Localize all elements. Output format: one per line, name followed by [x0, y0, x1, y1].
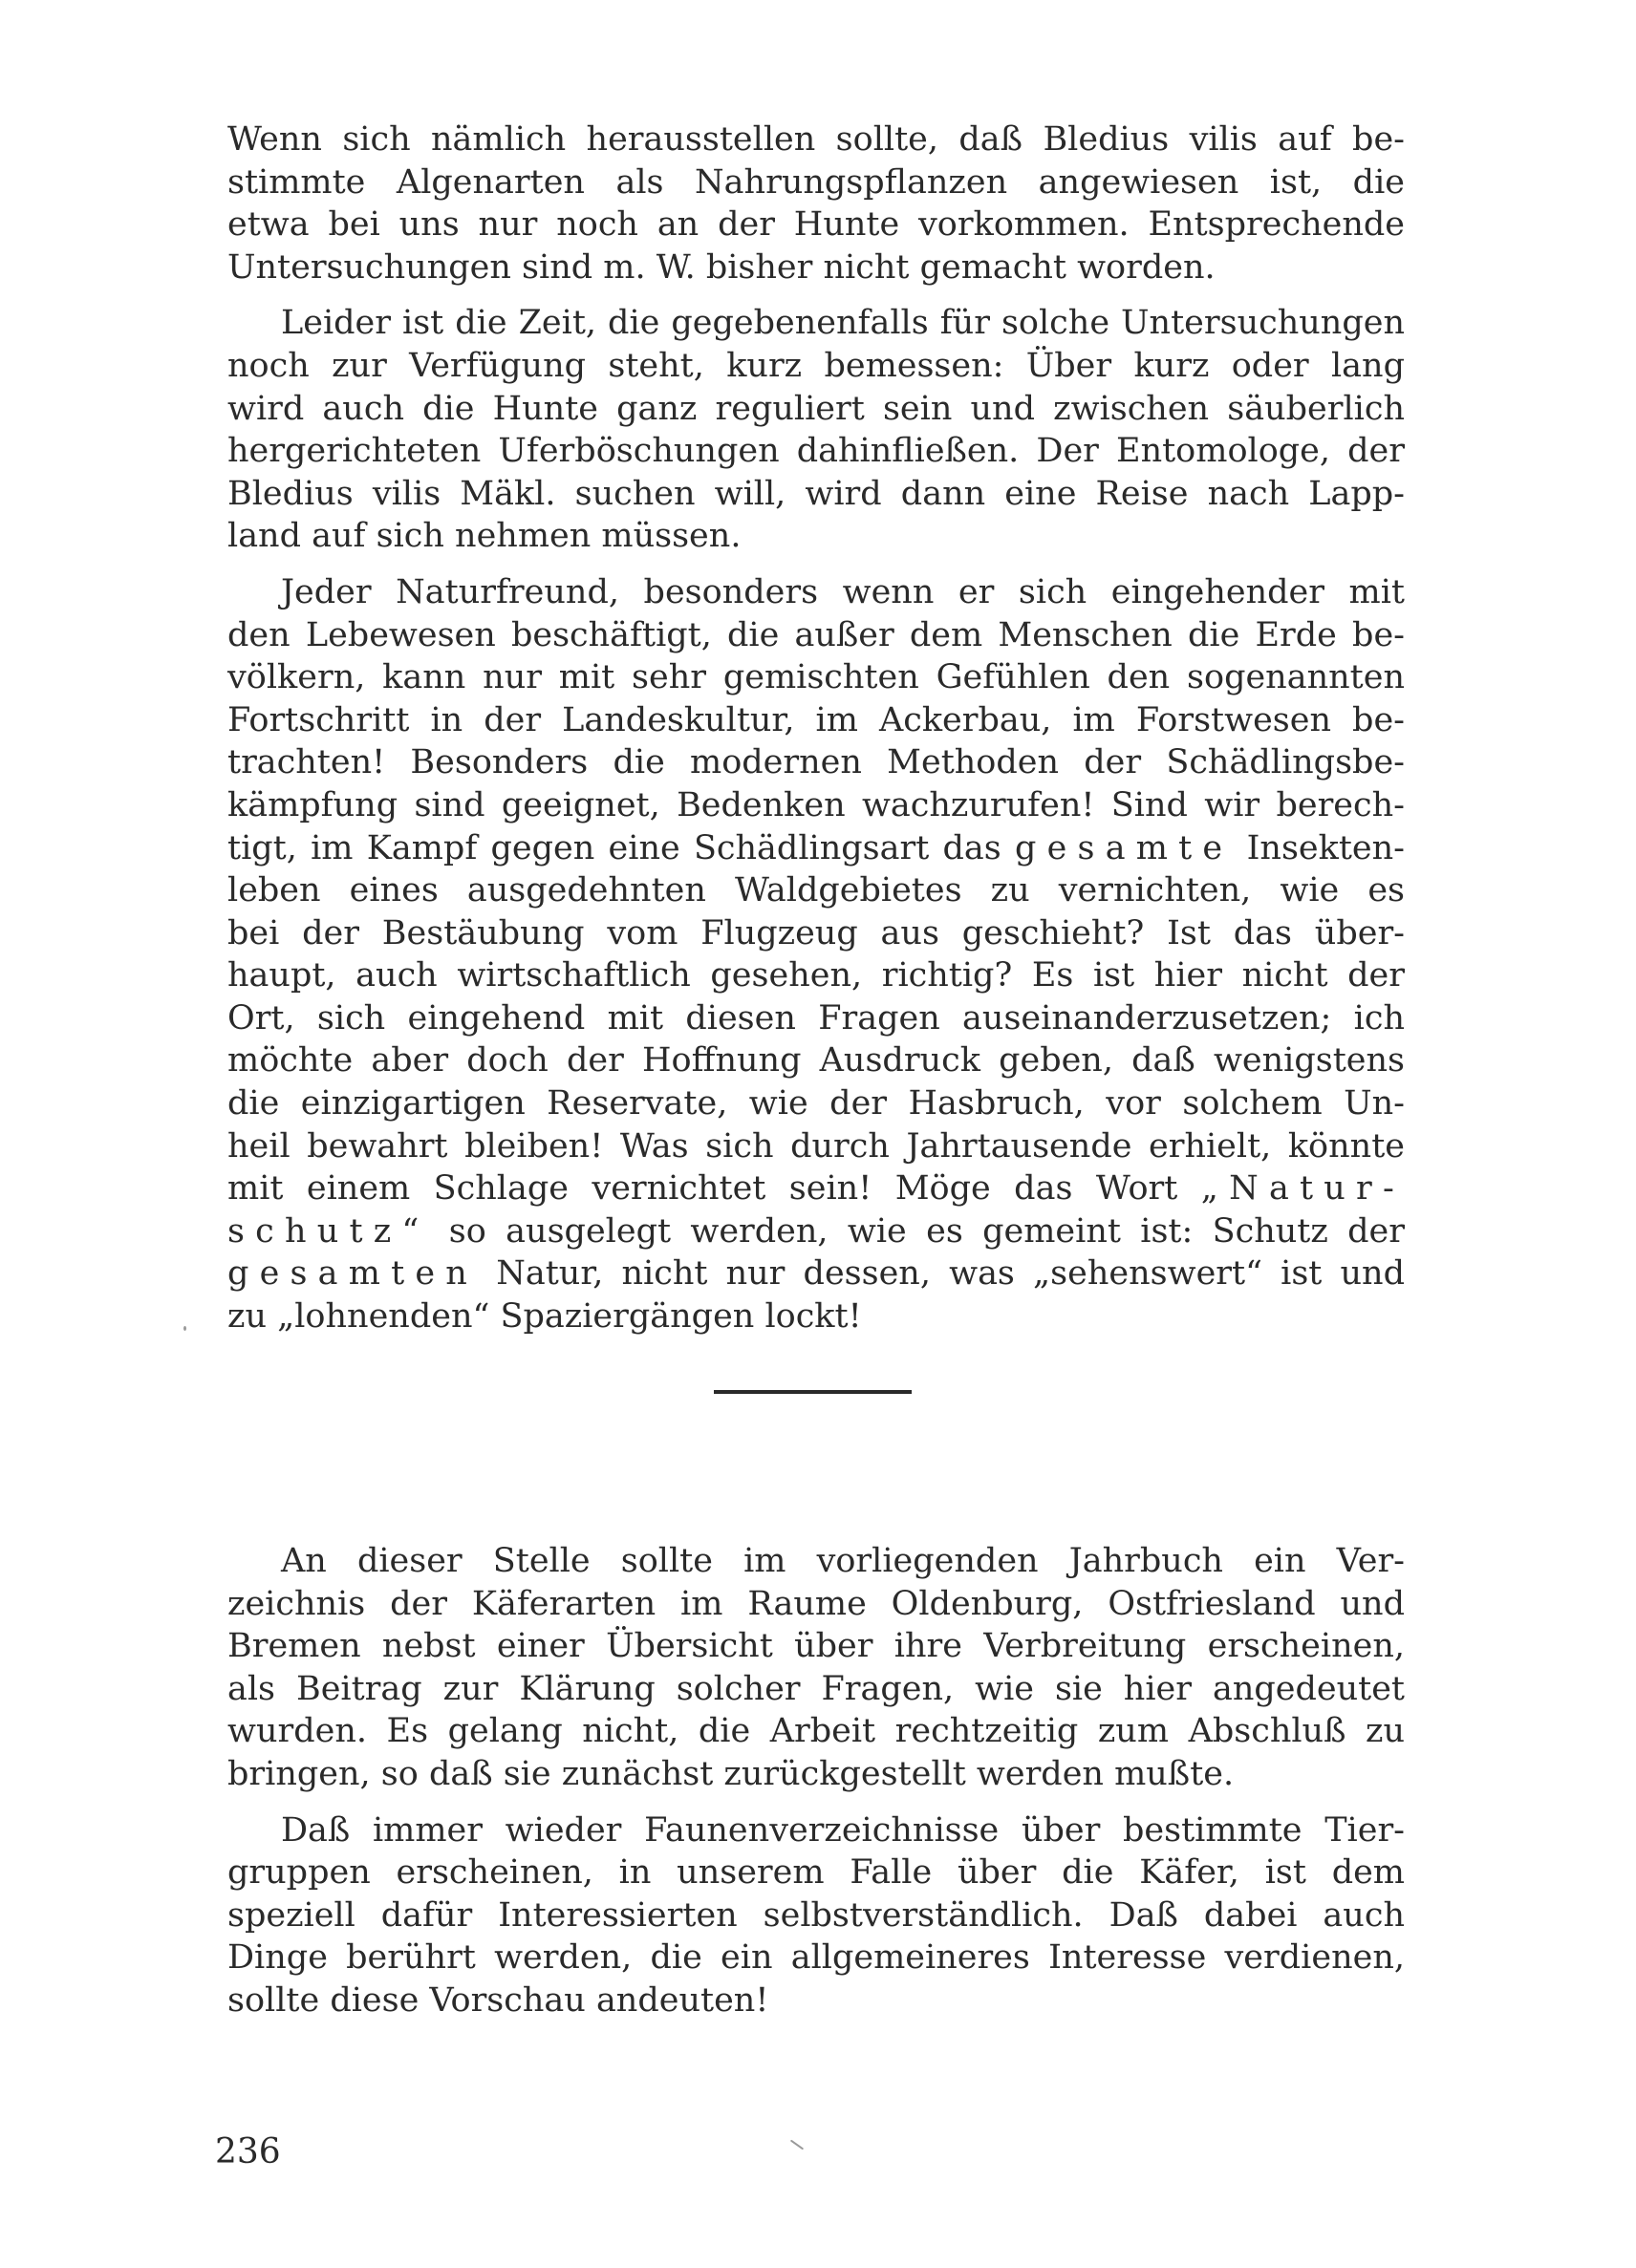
text-line: als Beitrag zur Klärung solcher Fragen, wie sie hier angedeutet — [227, 1669, 1405, 1708]
paragraph — [227, 302, 1405, 558]
paragraph — [227, 571, 1405, 1338]
text-line — [227, 827, 1405, 870]
spaced-emphasis: gesamten — [227, 1254, 479, 1294]
text-line: haupt, auch wirtschaftlich gesehen, richtig? Es ist hier nicht der — [227, 956, 1405, 995]
paragraph — [227, 1540, 1405, 1796]
text-line: möchte aber doch der Hoffnung Ausdruck geben, daß wenigstens — [227, 1041, 1405, 1081]
text-line: die einzigartigen Reservate, wie der Hasbruch, vor solchem Un- — [227, 1084, 1405, 1123]
spaced-emphasis: gesamte — [1015, 828, 1234, 867]
text-line: zeichnis der Käferarten im Raume Oldenburg, Ostfriesland und — [227, 1584, 1405, 1623]
text-line: Bledius vilis Mäkl. suchen will, wird dann eine Reise nach Lapp- — [227, 474, 1405, 513]
text-line: speziell dafür Interessierten selbstverständlich. Daß dabei auch — [227, 1895, 1405, 1935]
text-line: stimmte Algenarten als Nahrungspflanzen angewiesen ist, die — [227, 162, 1405, 202]
text-line — [227, 1167, 1405, 1210]
text-fragment: so ausgelegt werden, wie es gemeint ist: Schutz der — [448, 1211, 1405, 1251]
text-line: Dinge berührt werden, die ein allgemeineres Interesse verdienen, — [227, 1938, 1405, 1978]
text-line: Jeder Naturfreund, besonders wenn er sich eingehender mit — [281, 572, 1405, 611]
spaced-emphasis: schutz“ — [227, 1211, 430, 1251]
scan-speck — [790, 2140, 804, 2150]
text-line — [227, 1210, 1405, 1253]
scan-speck — [183, 1326, 186, 1331]
text-line: sollte diese Vorschau andeuten! — [227, 1980, 769, 2020]
text-line: gruppen erscheinen, in unserem Falle über die Käfer, ist dem — [227, 1853, 1405, 1893]
text-line: hergerichteten Uferböschungen dahinfließen. Der Entomologe, der — [227, 432, 1405, 471]
text-line: An dieser Stelle sollte im vorliegenden Jahrbuch ein Ver- — [281, 1542, 1405, 1580]
text-line: etwa bei uns nur noch an der Hunte vorkommen. Entsprechende — [227, 205, 1405, 245]
text-line: Bremen nebst einer Übersicht über ihre Verbreitung erscheinen, — [227, 1627, 1405, 1666]
text-line: kämpfung sind geeignet, Bedenken wachzurufen! Sind wir berech- — [227, 785, 1405, 824]
text-line: Daß immer wieder Faunenverzeichnisse über bestimmte Tier- — [281, 1810, 1405, 1850]
text-line: zu „lohnenden“ Spaziergängen lockt! — [227, 1297, 862, 1337]
text-line: Untersuchungen sind m. W. bisher nicht gemacht worden. — [227, 247, 1216, 287]
text-line: land auf sich nehmen müssen. — [227, 517, 742, 556]
section-divider — [714, 1390, 912, 1394]
text-line: Leider ist die Zeit, die gegebenenfalls für solche Untersuchungen — [281, 304, 1405, 343]
text-section-lower — [227, 1540, 1405, 2022]
text-line: Fortschritt in der Landeskultur, im Ackerbau, im Forstwesen be- — [227, 700, 1405, 739]
text-line: Ort, sich eingehend mit diesen Fragen auseinanderzusetzen; ich — [227, 998, 1405, 1038]
page-number: 236 — [215, 2132, 281, 2172]
text-line: völkern, kann nur mit sehr gemischten Gefühlen den sogenannten — [227, 658, 1405, 697]
text-line: leben eines ausgedehnten Waldgebietes zu vernichten, wie es — [227, 871, 1405, 910]
text-line: wurden. Es gelang nicht, die Arbeit rechtzeitig zum Abschluß zu — [227, 1712, 1405, 1751]
text-line — [227, 1252, 1405, 1295]
text-fragment: tigt, im Kampf gegen eine Schädlingsart das — [227, 828, 1001, 867]
spaced-emphasis: „Natur- — [1200, 1169, 1405, 1209]
text-line: trachten! Besonders die modernen Methoden der Schädlingsbe- — [227, 743, 1405, 782]
text-line: bringen, so daß sie zunächst zurückgestellt werden mußte. — [227, 1754, 1235, 1793]
paragraph — [227, 1809, 1405, 2022]
text-fragment: Natur, nicht nur dessen, was „sehenswert“ ist und — [496, 1254, 1405, 1294]
text-line: heil bewahrt bleiben! Was sich durch Jahrtausende erhielt, könnte — [227, 1126, 1405, 1166]
text-section-upper — [227, 118, 1405, 1338]
paragraph — [227, 118, 1405, 289]
text-fragment: mit einem Schlage vernichtet sein! Möge das Wort — [227, 1169, 1178, 1209]
text-line: wird auch die Hunte ganz reguliert sein und zwischen säuberlich — [227, 389, 1405, 428]
text-line: bei der Bestäubung vom Flugzeug aus geschieht? Ist das über- — [227, 913, 1405, 952]
text-line: den Lebewesen beschäftigt, die außer dem Menschen die Erde be- — [227, 615, 1405, 654]
text-line: Wenn sich nämlich herausstellen sollte, daß Bledius vilis auf be- — [227, 120, 1405, 159]
text-line: noch zur Verfügung steht, kurz bemessen: Über kurz oder lang — [227, 346, 1405, 385]
text-fragment: Insekten- — [1246, 828, 1405, 867]
